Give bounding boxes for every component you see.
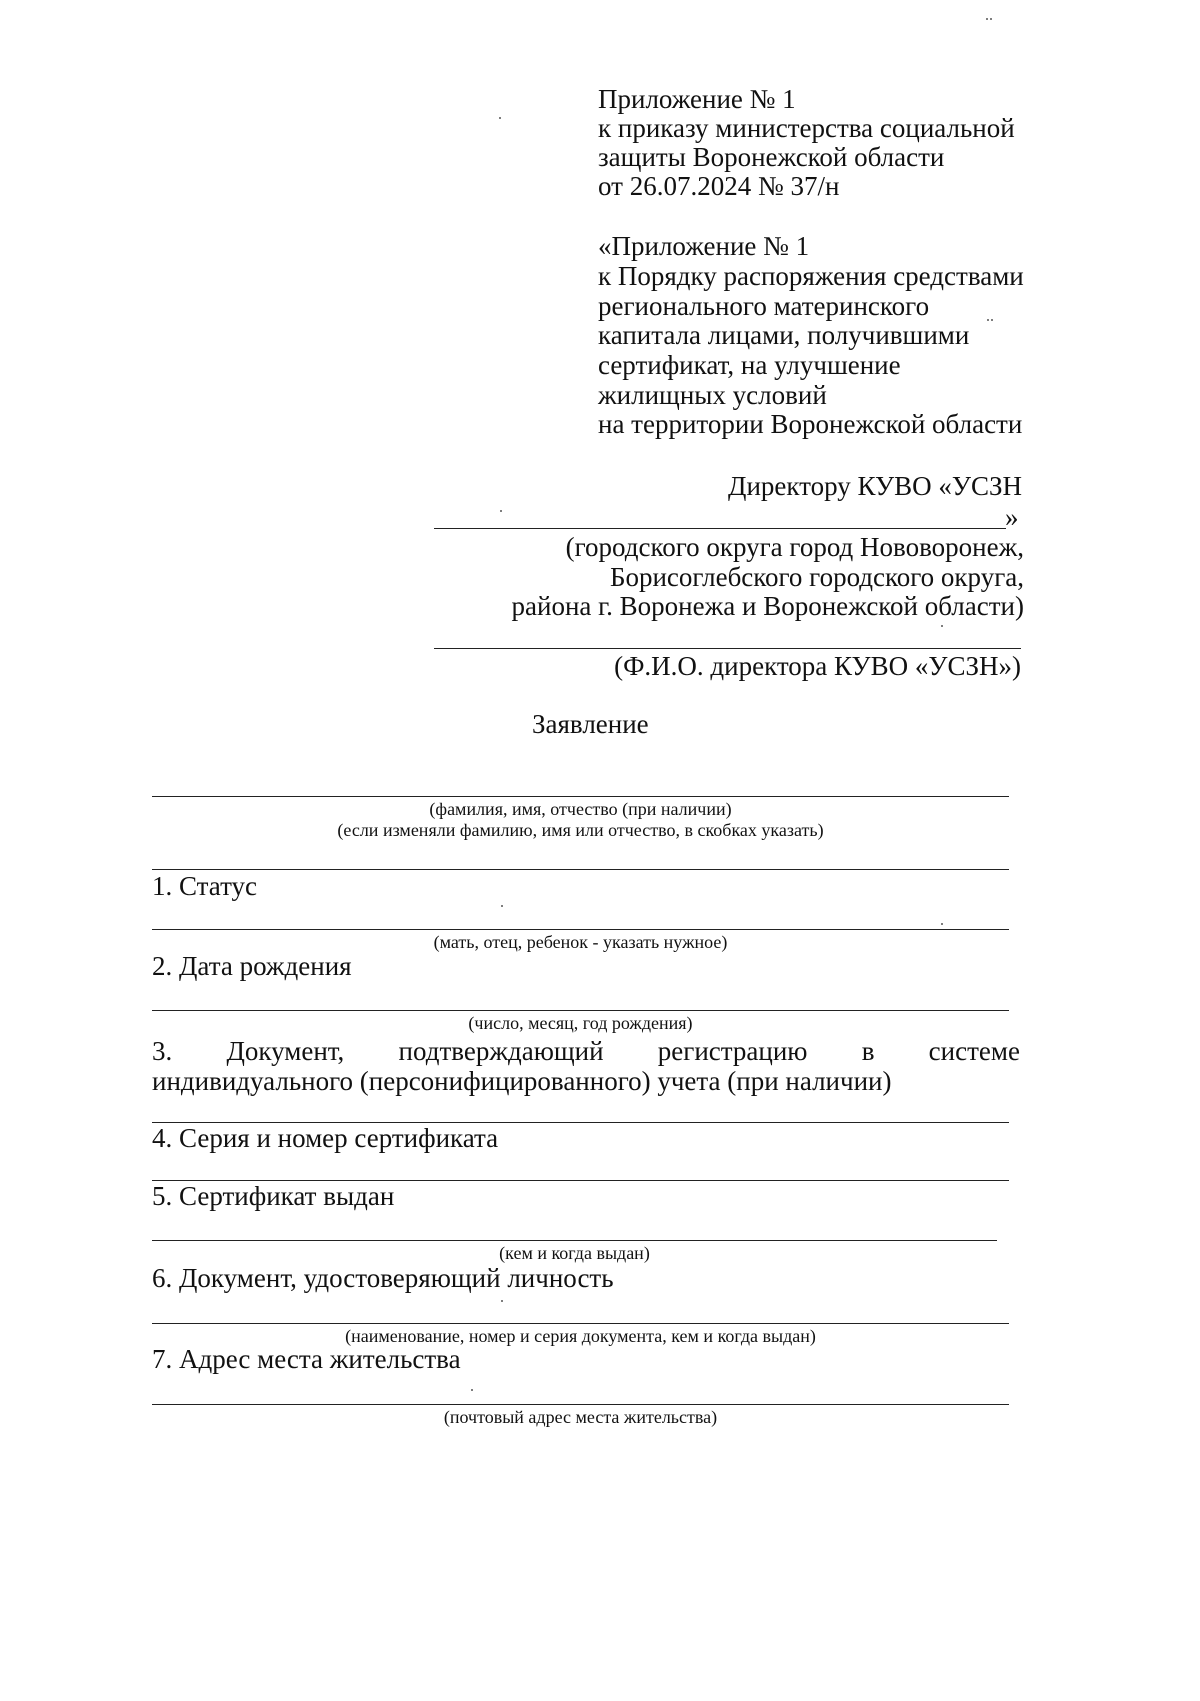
inner-appendix-line-4: капитала лицами, получившими bbox=[598, 320, 970, 350]
scan-speck bbox=[987, 319, 989, 321]
cert-issued-hint: (кем и когда выдан) bbox=[499, 1243, 650, 1263]
scan-speck bbox=[941, 923, 943, 925]
addressee-hint-3: района г. Воронежа и Воронежской области) bbox=[511, 591, 1024, 621]
appendix-line-2: к приказу министерства социальной bbox=[598, 113, 1015, 143]
addressee-hint-2: Борисоглебского городского округа, bbox=[609, 562, 1024, 592]
registration-word-6: системе bbox=[928, 1036, 1020, 1066]
addressee-line-1: Директору КУВО «УСЗН bbox=[728, 471, 1022, 501]
address-label: 7. Адрес места жительства bbox=[152, 1344, 461, 1374]
scan-speck bbox=[471, 1389, 473, 1391]
registration-word-5: в bbox=[861, 1036, 875, 1066]
appendix-line-3: защиты Воронежской области bbox=[598, 142, 945, 172]
address-line bbox=[152, 1404, 1009, 1405]
cert-number-label: 4. Серия и номер сертификата bbox=[152, 1123, 499, 1153]
scan-speck bbox=[499, 117, 501, 119]
registration-word-3: подтверждающий bbox=[398, 1036, 604, 1066]
birth-date-line bbox=[152, 1010, 1009, 1011]
applicant-line-2 bbox=[152, 869, 1009, 870]
applicant-hint-2: (если изменяли фамилию, имя или отчество, в скобках указать) bbox=[337, 820, 824, 840]
registration-doc-label-line-2: индивидуального (персонифицированного) учета (при наличии) bbox=[152, 1066, 892, 1096]
appendix-line-4: от 26.07.2024 № 37/н bbox=[598, 171, 840, 201]
registration-word-4: регистрацию bbox=[657, 1036, 808, 1066]
director-hint: (Ф.И.О. директора КУВО «УСЗН») bbox=[614, 651, 1021, 681]
scan-speck bbox=[991, 319, 993, 321]
addressee-fill-line bbox=[434, 528, 1006, 529]
scan-speck bbox=[500, 510, 502, 512]
applicant-name-line bbox=[152, 796, 1009, 797]
status-hint: (мать, отец, ребенок - указать нужное) bbox=[433, 932, 728, 952]
inner-appendix-line-7: на территории Воронежской области bbox=[598, 409, 1023, 439]
director-name-line bbox=[434, 648, 1021, 649]
scan-speck bbox=[986, 18, 988, 20]
registration-word-2: Документ, bbox=[226, 1036, 345, 1066]
scan-speck bbox=[941, 625, 943, 627]
status-label: 1. Статус bbox=[152, 871, 257, 901]
page-title: Заявление bbox=[532, 709, 649, 739]
scan-speck bbox=[990, 18, 992, 20]
inner-appendix-line-5: сертификат, на улучшение bbox=[598, 350, 901, 380]
inner-appendix-line-6: жилищных условий bbox=[598, 380, 827, 410]
birth-date-hint: (число, месяц, год рождения) bbox=[468, 1013, 693, 1033]
inner-appendix-line-1: «Приложение № 1 bbox=[598, 231, 810, 261]
registration-doc-label-line-1 bbox=[152, 1035, 1020, 1067]
inner-appendix-line-2: к Порядку распоряжения средствами bbox=[598, 261, 1024, 291]
applicant-hint-1: (фамилия, имя, отчество (при наличии) bbox=[429, 799, 732, 819]
status-line bbox=[152, 929, 1009, 930]
scan-speck bbox=[501, 1300, 503, 1302]
addressee-closing-quote: » bbox=[1005, 502, 1019, 532]
addressee-hint-1: (городского округа город Нововоронеж, bbox=[565, 532, 1024, 562]
birth-date-label: 2. Дата рождения bbox=[152, 951, 352, 981]
cert-issued-label: 5. Сертификат выдан bbox=[152, 1181, 395, 1211]
inner-appendix-line-3: регионального материнского bbox=[598, 291, 930, 321]
identity-doc-hint: (наименование, номер и серия документа, кем и когда выдан) bbox=[345, 1326, 816, 1346]
appendix-line-1: Приложение № 1 bbox=[598, 84, 796, 114]
identity-doc-line bbox=[152, 1323, 1009, 1324]
registration-word-1: 3. bbox=[152, 1036, 173, 1066]
address-hint: (почтовый адрес места жительства) bbox=[443, 1407, 718, 1427]
identity-doc-label: 6. Документ, удостоверяющий личность bbox=[152, 1263, 614, 1293]
scan-speck bbox=[501, 905, 503, 907]
cert-issued-line bbox=[152, 1240, 997, 1241]
